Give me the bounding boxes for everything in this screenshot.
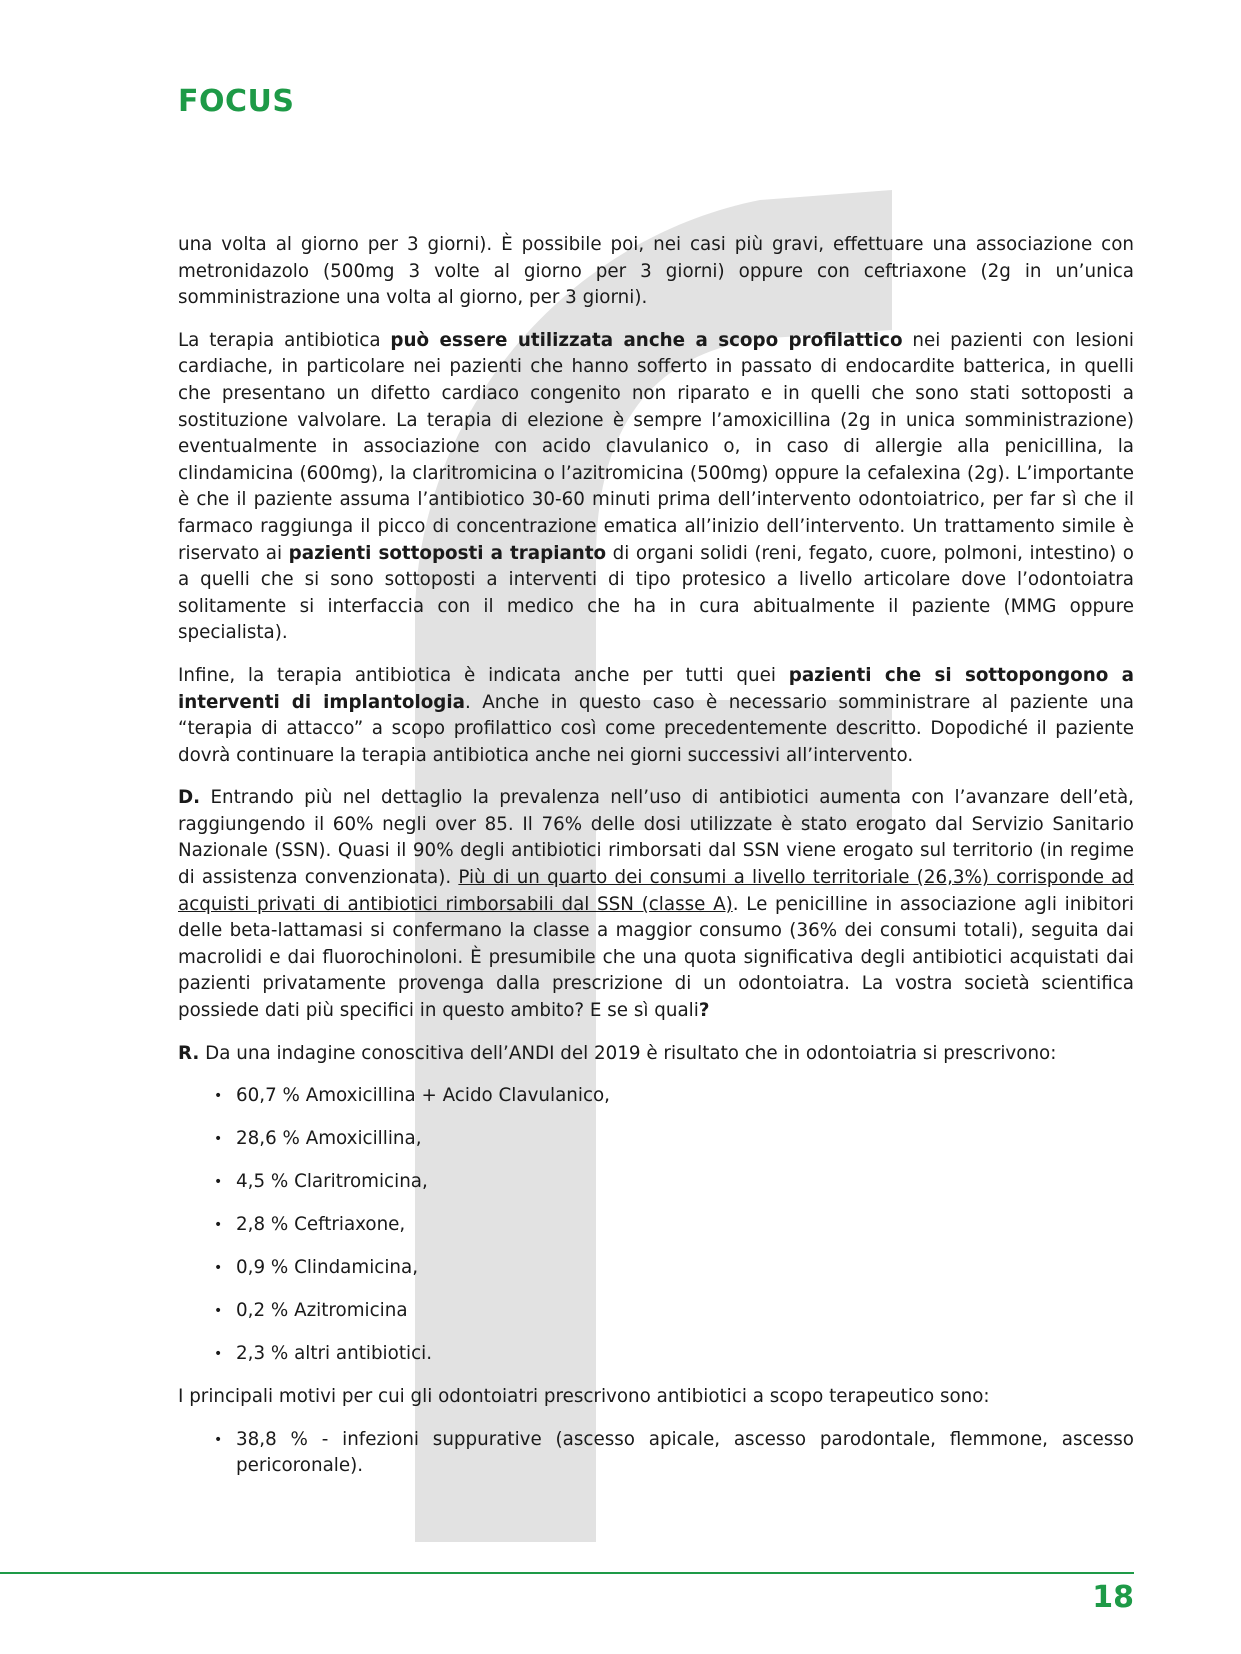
paragraph-2 — [178, 328, 1134, 647]
question-label: D. — [178, 787, 201, 809]
list-item: • 4,5 % Claritromicina, — [214, 1169, 1134, 1196]
text: Infine, la terapia antibiotica è indicata anche per tutti quei — [178, 664, 789, 686]
bold-text: pazienti sottoposti a trapianto — [288, 542, 607, 564]
text: . Le penicilline in associazione agli inibitori delle beta-lattamasi si confermano la classe a maggior consumo (36% dei consumi totali), seguita dai macrolidi e dai fluorochinoloni. È presumibile che una quota significativa degli antibiotici acquistati dai pazienti privatamente provenga dalla prescrizione di un odontoiatra. La vostra società scientifica possiede dati più specifici in questo ambito? E se sì quali — [178, 893, 1134, 1022]
list-item: • 38,8 % - infezioni suppurative (ascesso apicale, ascesso parodontale, flemmone, ascesso pericoronale). — [214, 1427, 1134, 1480]
paragraph-1: una volta al giorno per 3 giorni). È possibile poi, nei casi più gravi, effettuare una associazione con metronidazolo (500mg 3 volte al giorno per 3 giorni) oppure con ceftriaxone (2g in un’unica somministrazione una volta al giorno, per 3 giorni). — [178, 234, 1134, 309]
text: Da una indagine conoscitiva dell’ANDI del 2019 è risultato che in odontoiatria si prescrivono: — [199, 1042, 1057, 1064]
text: di organi solidi (reni, fegato, cuore, polmoni, intestino) o a quelli che si sono sottoposti a interventi di tipo protesico a livello articolare dove l’odontoiatra solitamente si interfaccia con il medico che ha in cura abitualmente il paziente (MMG oppure specialista). — [178, 542, 1134, 644]
bold-text: pazienti che si sottopongono a interventi di implantologia — [178, 664, 1134, 713]
bold-text: ? — [698, 1000, 710, 1022]
section-title: FOCUS — [178, 84, 295, 119]
paragraph-3 — [178, 663, 1134, 769]
underlined-text: Più di un quarto dei consumi a livello territoriale (26,3%) corrisponde ad acquisti privati di antibiotici rimborsabili dal SSN (classe A) — [178, 867, 1134, 915]
list-item: • 0,9 % Clindamicina, — [214, 1255, 1134, 1282]
prescription-list — [178, 1083, 1134, 1368]
list-item: • 60,7 % Amoxicillina + Acido Clavulanico, — [214, 1083, 1134, 1110]
paragraph-question — [178, 785, 1134, 1024]
text: . Anche in questo caso è necessario somministrare al paziente una “terapia di attacco” a scopo profilattico così come precedentemente descritto. Dopodiché il paziente dovrà continuare la terapia antibiotica anche nei giorni successivi all’intervento. — [178, 691, 1135, 766]
page-number: 18 — [1092, 1580, 1134, 1615]
text: La terapia antibiotica — [178, 329, 391, 351]
list-item: • 2,3 % altri antibiotici. — [214, 1341, 1134, 1368]
article-body — [178, 232, 1134, 1492]
list-item: • 28,6 % Amoxicillina, — [214, 1126, 1134, 1153]
text: nei pazienti con lesioni cardiache, in particolare nei pazienti che hanno sofferto in passato di endocardite batterica, in quelli che presentano un difetto cardiaco congenito non riparato e in quelli che sono stati sottoposti a sostituzione valvolare. La terapia di elezione è sempre l’amoxicillina (2g in unica somministrazione) eventualmente in associazione con acido clavulanico o, in caso di allergie alla penicillina, la clindamicina (600mg), la claritromicina o l’azitromicina (500mg) oppure la cefalexina (2g). L’importante è che il paziente assuma l’antibiotico 30-60 minuti prima dell’intervento odontoiatrico, per far sì che il farmaco raggiunga il picco di concentrazione ematica all’inizio dell’intervento. Un trattamento simile è riservato ai — [178, 329, 1135, 564]
list-item: • 0,2 % Azitromicina — [214, 1298, 1134, 1325]
answer-label: R. — [178, 1042, 200, 1064]
paragraph-answer — [178, 1041, 1134, 1068]
paragraph-reasons-intro: I principali motivi per cui gli odontoiatri prescrivono antibiotici a scopo terapeutico sono: — [178, 1386, 990, 1408]
footer-divider — [0, 1572, 1134, 1574]
list-item: • 2,8 % Ceftriaxone, — [214, 1212, 1134, 1239]
reasons-list — [178, 1427, 1134, 1480]
text: Entrando più nel dettaglio la prevalenza nell’uso di antibiotici aumenta con l’avanzare dell’età, raggiungendo il 60% negli over 85. Il 76% delle dosi utilizzate è stato erogato dal Servizio Sanitario Nazionale (SSN). Quasi il 90% degli antibiotici rimborsati dal SSN viene erogato sul territorio (in regime di assistenza convenzionata). — [178, 787, 1134, 889]
bold-text: può essere utilizzata anche a scopo profilattico — [390, 329, 903, 351]
